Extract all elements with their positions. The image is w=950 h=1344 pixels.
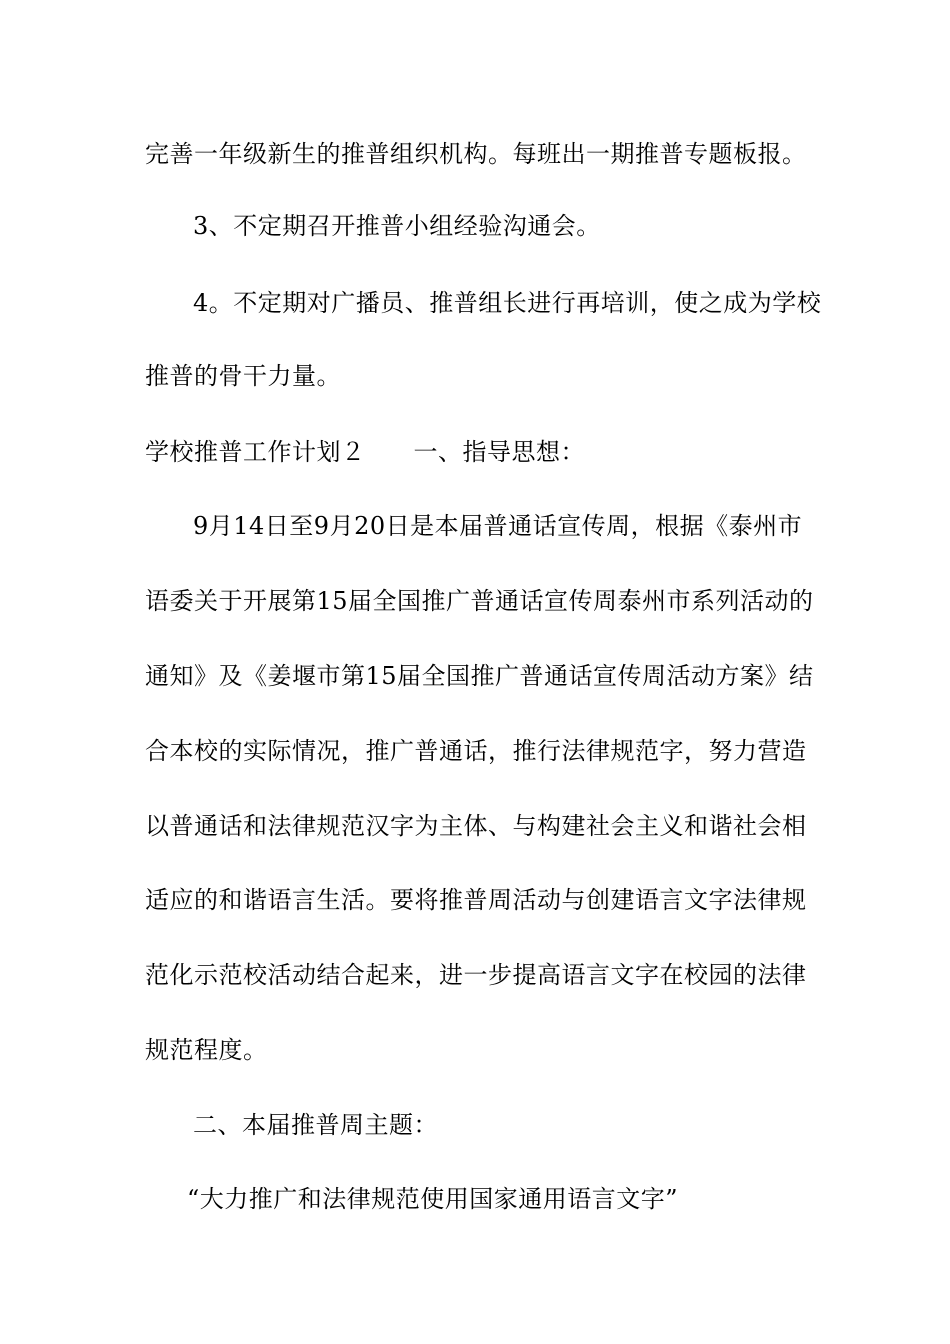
section-heading: 二、本届推普周主题： [193, 1111, 438, 1139]
paragraph-line: 推普的骨干力量。 [145, 362, 341, 390]
paragraph-line: 范化示范校活动结合起来，进一步提高语言文字在校园的法律 [145, 961, 807, 989]
paragraph-line: 9月14日至9月20日是本届普通话宣传周，根据《泰州市 [193, 512, 803, 540]
paragraph-line: 4。不定期对广播员、推普组长进行再培训，使之成为学校 [193, 289, 822, 317]
section-title: 学校推普工作计划２ [145, 438, 366, 466]
paragraph-line: 规范程度。 [145, 1036, 268, 1064]
paragraph-line: 语委关于开展第15届全国推广普通话宣传周泰州市系列活动的 [145, 587, 814, 615]
subsection-title: 一、指导思想： [413, 438, 585, 466]
paragraph-line: 完善一年级新生的推普组织机构。每班出一期推普专题板报。 [145, 140, 807, 168]
section-heading-line [145, 432, 825, 472]
paragraph-line: 适应的和谐语言生活。要将推普周活动与创建语言文字法律规 [145, 886, 807, 914]
paragraph-line: 合本校的实际情况，推广普通话，推行法律规范字，努力营造 [145, 737, 807, 765]
paragraph-line: 通知》及《姜堰市第15届全国推广普通话宣传周活动方案》结 [145, 662, 814, 690]
paragraph-line: 以普通话和法律规范汉字为主体、与构建社会主义和谐社会相 [145, 812, 807, 840]
paragraph-line: 3、不定期召开推普小组经验沟通会。 [193, 212, 601, 240]
theme-quote: “大力推广和法律规范使用国家通用语言文字” [187, 1185, 679, 1213]
